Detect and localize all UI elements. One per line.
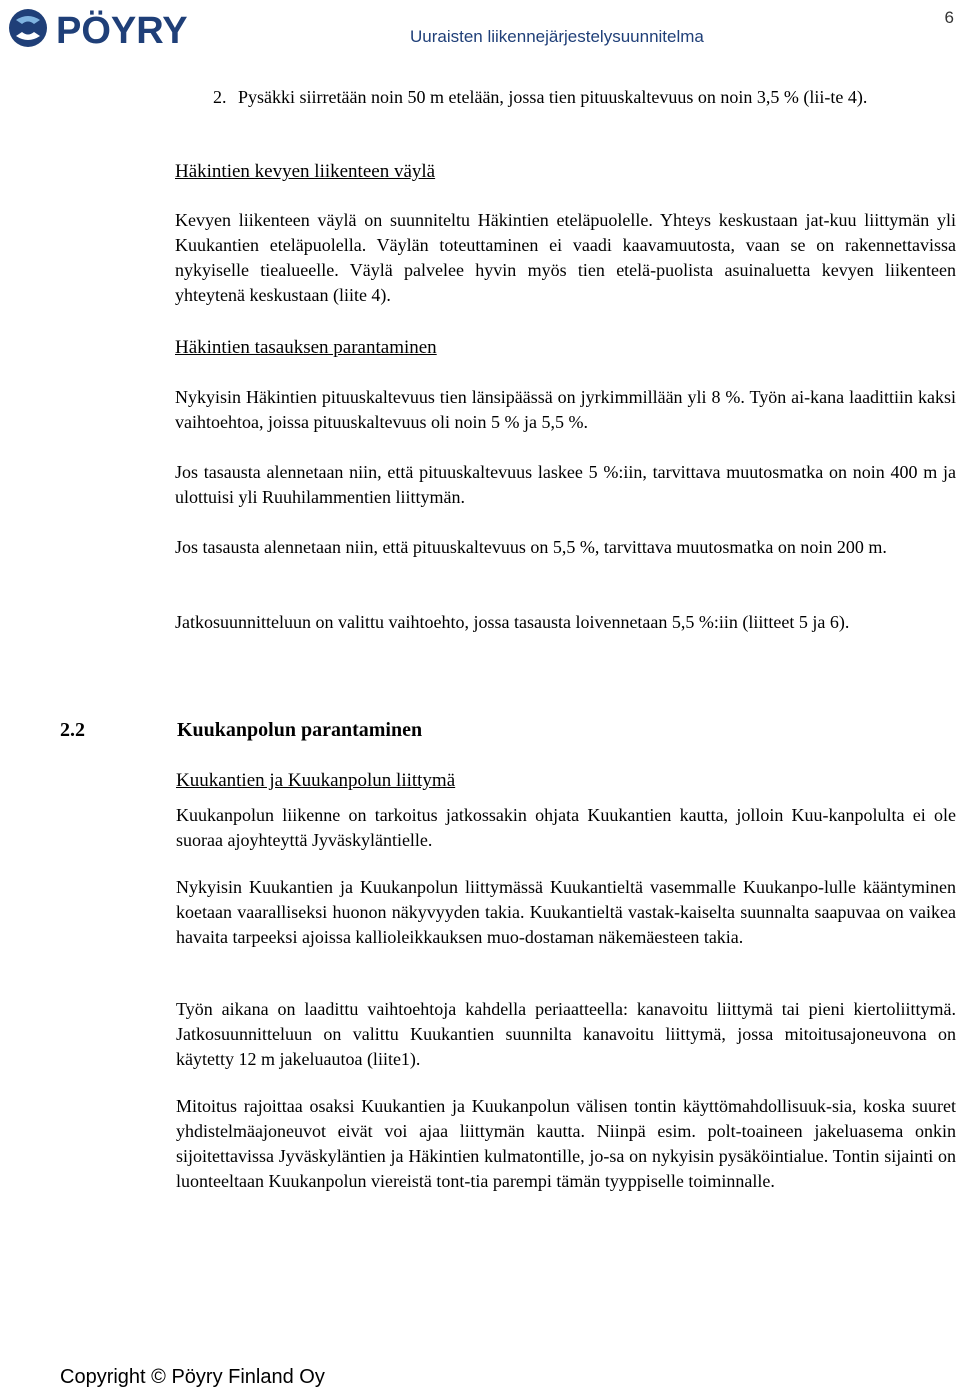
page-number: 6 <box>944 8 954 27</box>
heading-hakintien-tasaus: Häkintien tasauksen parantaminen <box>175 337 437 358</box>
list-item-text: Pysäkki siirretään noin 50 m etelään, jossa tien pituuskaltevuus on noin 3,5 % (lii-te 4). <box>238 87 868 107</box>
section-title: Kuukanpolun parantaminen <box>177 719 423 741</box>
paragraph-tasaus-1: Nykyisin Häkintien pituuskaltevuus tien länsipäässä on jyrkimmillään yli 8 %. Työn ai-kana laadittiin kaksi vaihtoehtoa, joissa pituuskaltevuus oli noin 5 % ja 5,5 %. <box>175 387 956 432</box>
poyry-logo <box>6 6 242 50</box>
paragraph-tasaus-2: Jos tasausta alennetaan niin, että pituuskaltevuus laskee 5 %:iin, tarvittava muutosmatka on noin 400 m ja ulottuisi yli Ruuhilammentien liittymän. <box>175 462 956 507</box>
paragraph-tasaus-3: Jos tasausta alennetaan niin, että pituuskaltevuus on 5,5 %, tarvittava muutosmatka on noin 200 m. <box>175 537 887 557</box>
heading-kuukantien-liittyma: Kuukantien ja Kuukanpolun liittymä <box>176 770 456 791</box>
paragraph-tasaus-4: Jatkosuunnitteluun on valittu vaihtoehto, jossa tasausta loivennetaan 5,5 %:iin (liitteet 5 ja 6). <box>175 612 850 632</box>
heading-hakintien-kevyen: Häkintien kevyen liikenteen väylä <box>175 161 436 182</box>
paragraph-kuukantien-2: Nykyisin Kuukantien ja Kuukanpolun liittymässä Kuukantieltä vasemmalle Kuukanpo-lulle kääntyminen koetaan vaaralliseksi huonon näkyvyyden takia. Kuukantieltä vastak-kaiselta suunnalta saapuvaa on vaikea havaita tarpeeksi ajoissa kallioleikkauksen muo-dostaman näkemäesteen takia. <box>176 877 956 947</box>
list-item-number: 2. <box>213 87 227 107</box>
paragraph-kuukantien-1: Kuukanpolun liikenne on tarkoitus jatkossakin ohjata Kuukantien kautta, jolloin Kuu-kanpolulta ei ole suoraa ajoyhteyttä Jyväskyläntielle. <box>176 805 956 850</box>
section-number: 2.2 <box>60 719 85 741</box>
logo-text: PÖYRY <box>56 10 188 50</box>
poyry-logo-mark <box>6 6 242 50</box>
paragraph-kuukantien-3: Työn aikana on laadittu vaihtoehtoja kahdella periaatteella: kanavoitu liittymä tai pieni kiertoliittymä. Jatkosuunnitteluun on valittu Kuukantien suunnilta kanavoitu liittymä, jossa mitoitusajoneuvona on käytetty 12 m jakeluautoa (liite1). <box>176 999 956 1069</box>
paragraph-kuukantien-4: Mitoitus rajoittaa osaksi Kuukantien ja Kuukanpolun välisen tontin käyttömahdollisuuk-sia, koska suuret yhdistelmäajoneuvot eivät voi ajaa liittymän kautta. Niinpä esim. polt-toaineen jakeluasema onkin sijoitettavissa Jyväskyläntien ja Häkintien kulmatontille, jo-sa on nykyisin pysäköintialue. Tontin sijainti on luonteeltaan Kuukanpolun viereistä tont-tia parempi tämän tyyppiselle toiminnalle. <box>176 1096 956 1191</box>
document-title: Uuraisten liikennejärjestelysuunnitelma <box>410 27 704 46</box>
paragraph-kevyen-vayla: Kevyen liikenteen väylä on suunniteltu Häkintien eteläpuolelle. Yhteys keskustaan jat-kuu liittymän yli Kuukantien eteläpuolella. Väylän toteuttaminen ei vaadi kaavamuutosta, vaan se on rakennettavissa nykyiselle tiealueelle. Väylä palvelee hyvin myös tien etelä-puolista asuinaluetta kevyen liikenteen yhteytenä keskustaan (liite 4). <box>175 210 956 305</box>
footer-copyright: Copyright © Pöyry Finland Oy <box>60 1366 325 1388</box>
